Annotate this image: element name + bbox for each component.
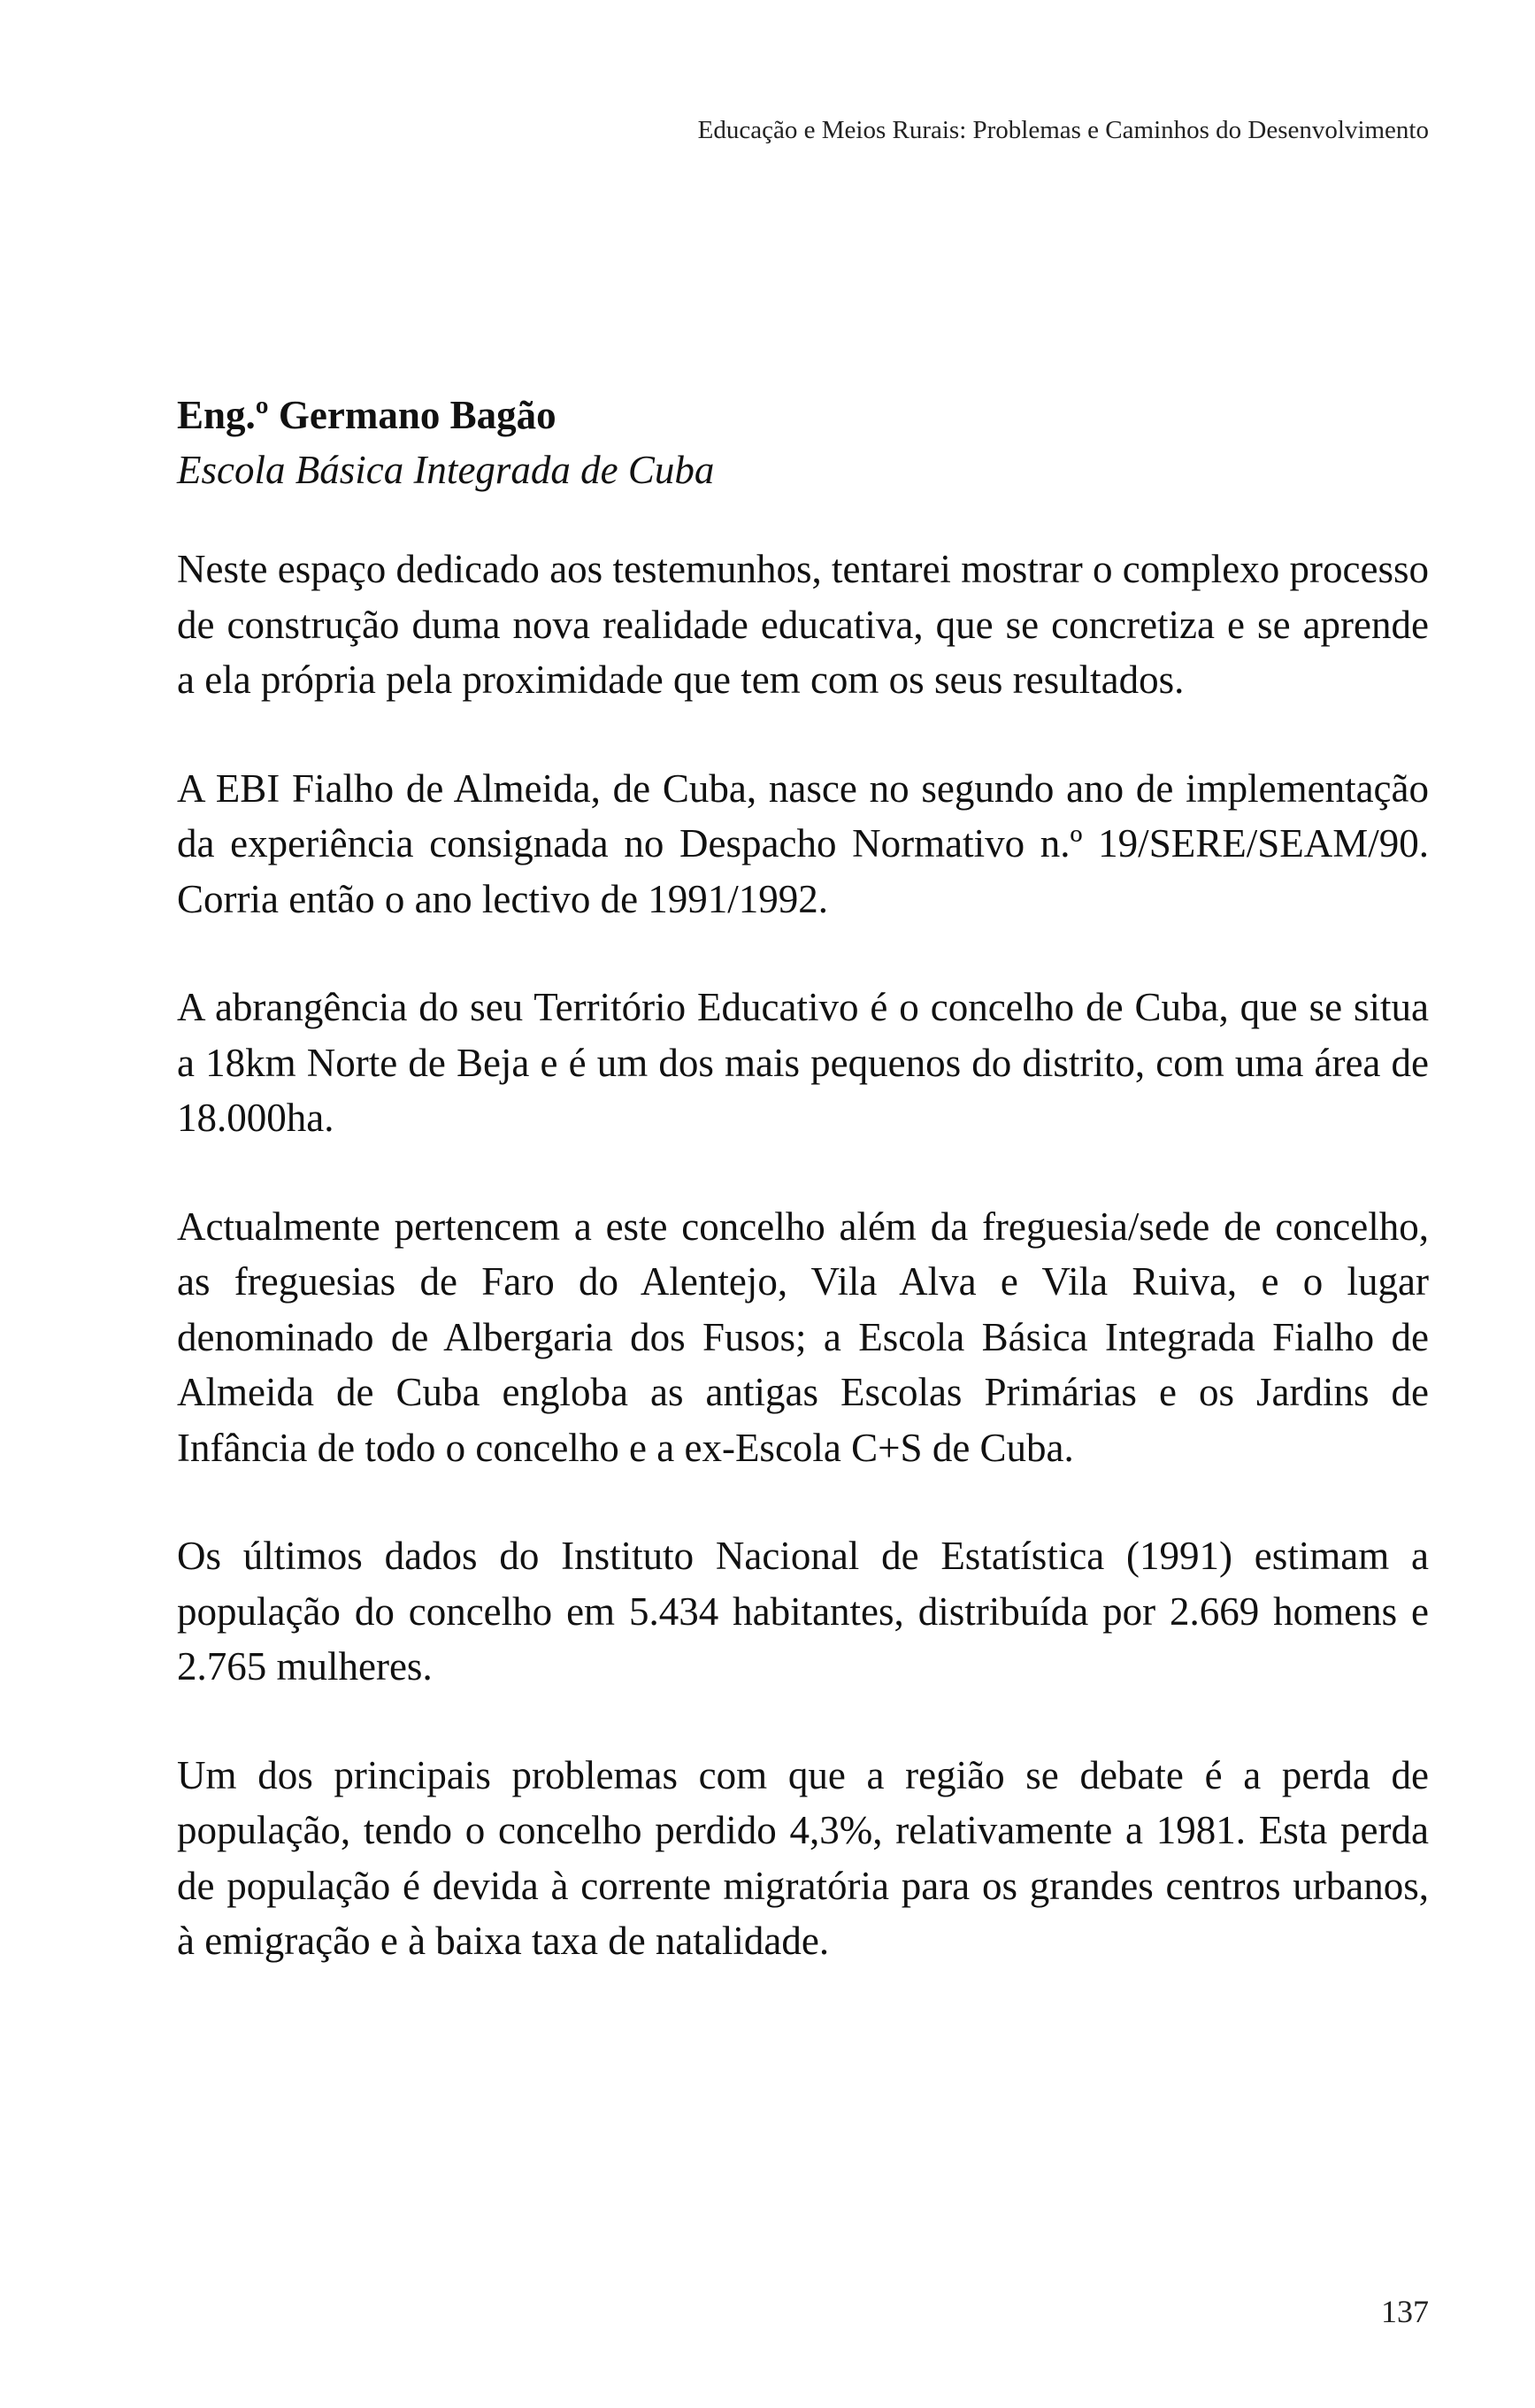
paragraph-6: Um dos principais problemas com que a região se debate é a perda de população, tendo o concelho perdido 4,3%, relativamente a 1981. Esta perda de população é devida à corrente migratória para os grandes centros urbanos, à emigração e à baixa taxa de natalidade. [177, 1752, 1429, 1963]
running-header: Educação e Meios Rurais: Problemas e Caminhos do Desenvolvimento [697, 116, 1429, 144]
paragraph-4: Actualmente pertencem a este concelho além da freguesia/sede de concelho, as freguesias de Faro do Alentejo, Vila Alva e Vila Ruiva, e o lugar denominado de Albergaria dos Fusos; a Escola Básica Integrada Fialho de Almeida de Cuba engloba as antigas Escolas Primárias e os Jardins de Infância de todo o concelho e a ex-Escola C+S de Cuba. [177, 1204, 1429, 1470]
article-body [177, 388, 1429, 2022]
author-name: Eng.º Germano Bagão [177, 393, 556, 437]
paragraph-2: A EBI Fialho de Almeida, de Cuba, nasce no segundo ano de implementação da experiência consignada no Despacho Normativo n.º 19/SERE/SEAM/90. Corria então o ano lectivo de 1991/1992. [177, 765, 1429, 921]
author-affiliation: Escola Básica Integrada de Cuba [177, 448, 715, 492]
paragraph-3: A abrangência do seu Território Educativo é o concelho de Cuba, que se situa a 18km Norte de Beja e é um dos mais pequenos do distrito, com uma área de 18.000ha. [177, 985, 1429, 1140]
page-number: 137 [1381, 2294, 1429, 2329]
paragraph-1: Neste espaço dedicado aos testemunhos, tentarei mostrar o complexo processo de construção duma nova realidade educativa, que se concretiza e se aprende a ela própria pela proximidade que tem com os seus resultados. [177, 547, 1429, 702]
paragraph-5: Os últimos dados do Instituto Nacional de Estatística (1991) estimam a população do concelho em 5.434 habitantes, distribuída por 2.669 homens e 2.765 mulheres. [177, 1534, 1429, 1689]
